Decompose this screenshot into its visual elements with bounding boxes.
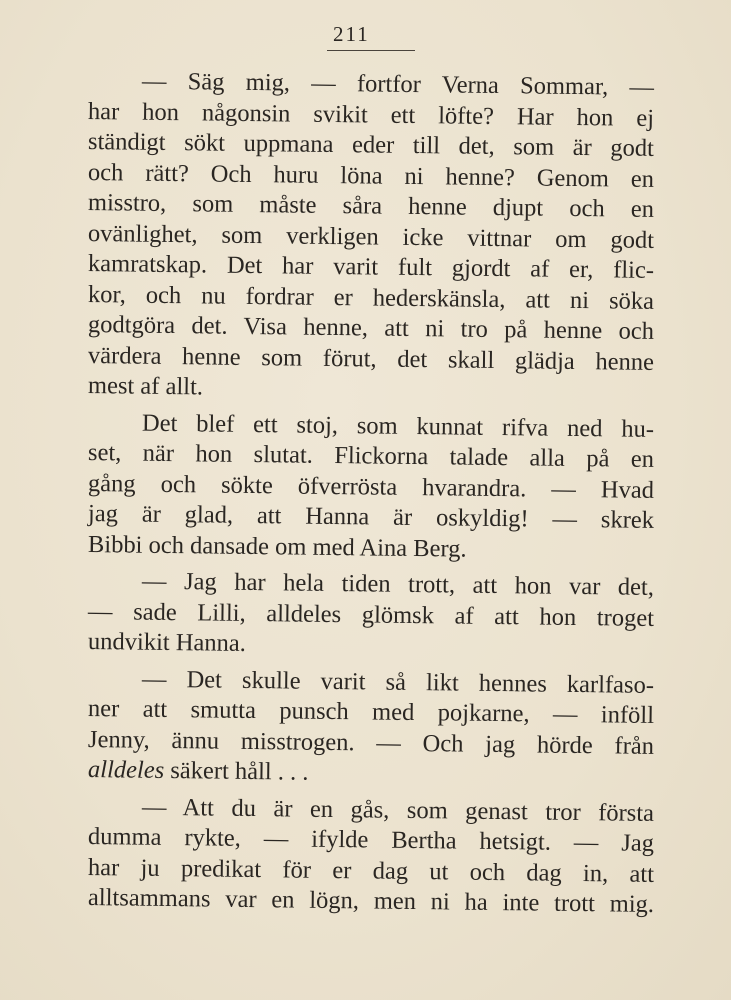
text-line: och rätt? Och huru löna ni henne? Genom en	[87, 158, 655, 193]
text-line: ständigt sökt uppmana eder till det, som är godt	[87, 128, 655, 162]
text-line: ovänlighet, som verkligen icke vittnar om godt	[87, 219, 655, 254]
text-line: har hon någonsin svikit ett löfte? Har hon ej	[87, 97, 655, 132]
text-line: — Det skulle varit så likt hennes karlfaso-	[141, 665, 655, 699]
text-line: — Säg mig, — fortfor Verna Sommar, —	[141, 67, 655, 101]
text-line: misstro, som måste såra henne djupt och en	[87, 189, 655, 223]
text-line: mest af allt.	[87, 372, 204, 401]
emphasized-word: alldeles	[87, 756, 165, 784]
text-line: alltsammans var en lögn, men ni ha inte trott mig.	[87, 884, 655, 918]
paragraph	[88, 66, 654, 402]
text-line: undvikit Hanna.	[87, 628, 247, 657]
paragraph	[88, 566, 654, 658]
text-line: godtgöra det. Visa henne, att ni tro på henne och	[87, 311, 655, 345]
paragraph	[87, 792, 655, 918]
text-line: gång och sökte öfverrösta hvarandra. — Hvad	[87, 469, 655, 504]
text-line: har ju predikat för er dag ut och dag in, att	[87, 853, 655, 888]
text-line: Bibbi och dansade om med Aina Berg.	[87, 530, 467, 563]
text-line: Jenny, ännu misstrogen. — Och jag hörde från	[87, 725, 655, 760]
text-line: — Jag har hela tiden trott, att hon var det,	[141, 567, 655, 601]
text-line: — sade Lilli, alldeles glömsk af att hon troget	[87, 597, 655, 632]
line-remainder: säkert håll . . .	[164, 756, 309, 786]
text-line: dumma rykte, — ifylde Bertha hetsigt. — Jag	[87, 823, 655, 857]
body-text	[87, 66, 655, 918]
text-line: värdera henne som förut, det skall glädja henne	[87, 341, 655, 376]
text-line: set, när hon slutat. Flickorna talade alla på en	[87, 439, 655, 473]
text-line: jag är glad, att Hanna är oskyldig! — skrek	[87, 500, 655, 534]
text-line: kamratskap. Det har varit fult gjordt af er, flic-	[87, 250, 655, 284]
text-line: Det blef ett stoj, som kunnat rifva ned hu-	[141, 409, 655, 443]
page-number: 211	[333, 22, 370, 46]
text-line: — Att du är en gås, som genast tror första	[141, 793, 655, 827]
paragraph	[88, 664, 654, 786]
paragraph	[88, 408, 654, 561]
header-rule	[327, 50, 415, 51]
text-line: ner att smutta punsch med pojkarne, — inföll	[87, 695, 655, 729]
text-line: kor, och nu fordrar er hederskänsla, att ni söka	[87, 280, 655, 315]
